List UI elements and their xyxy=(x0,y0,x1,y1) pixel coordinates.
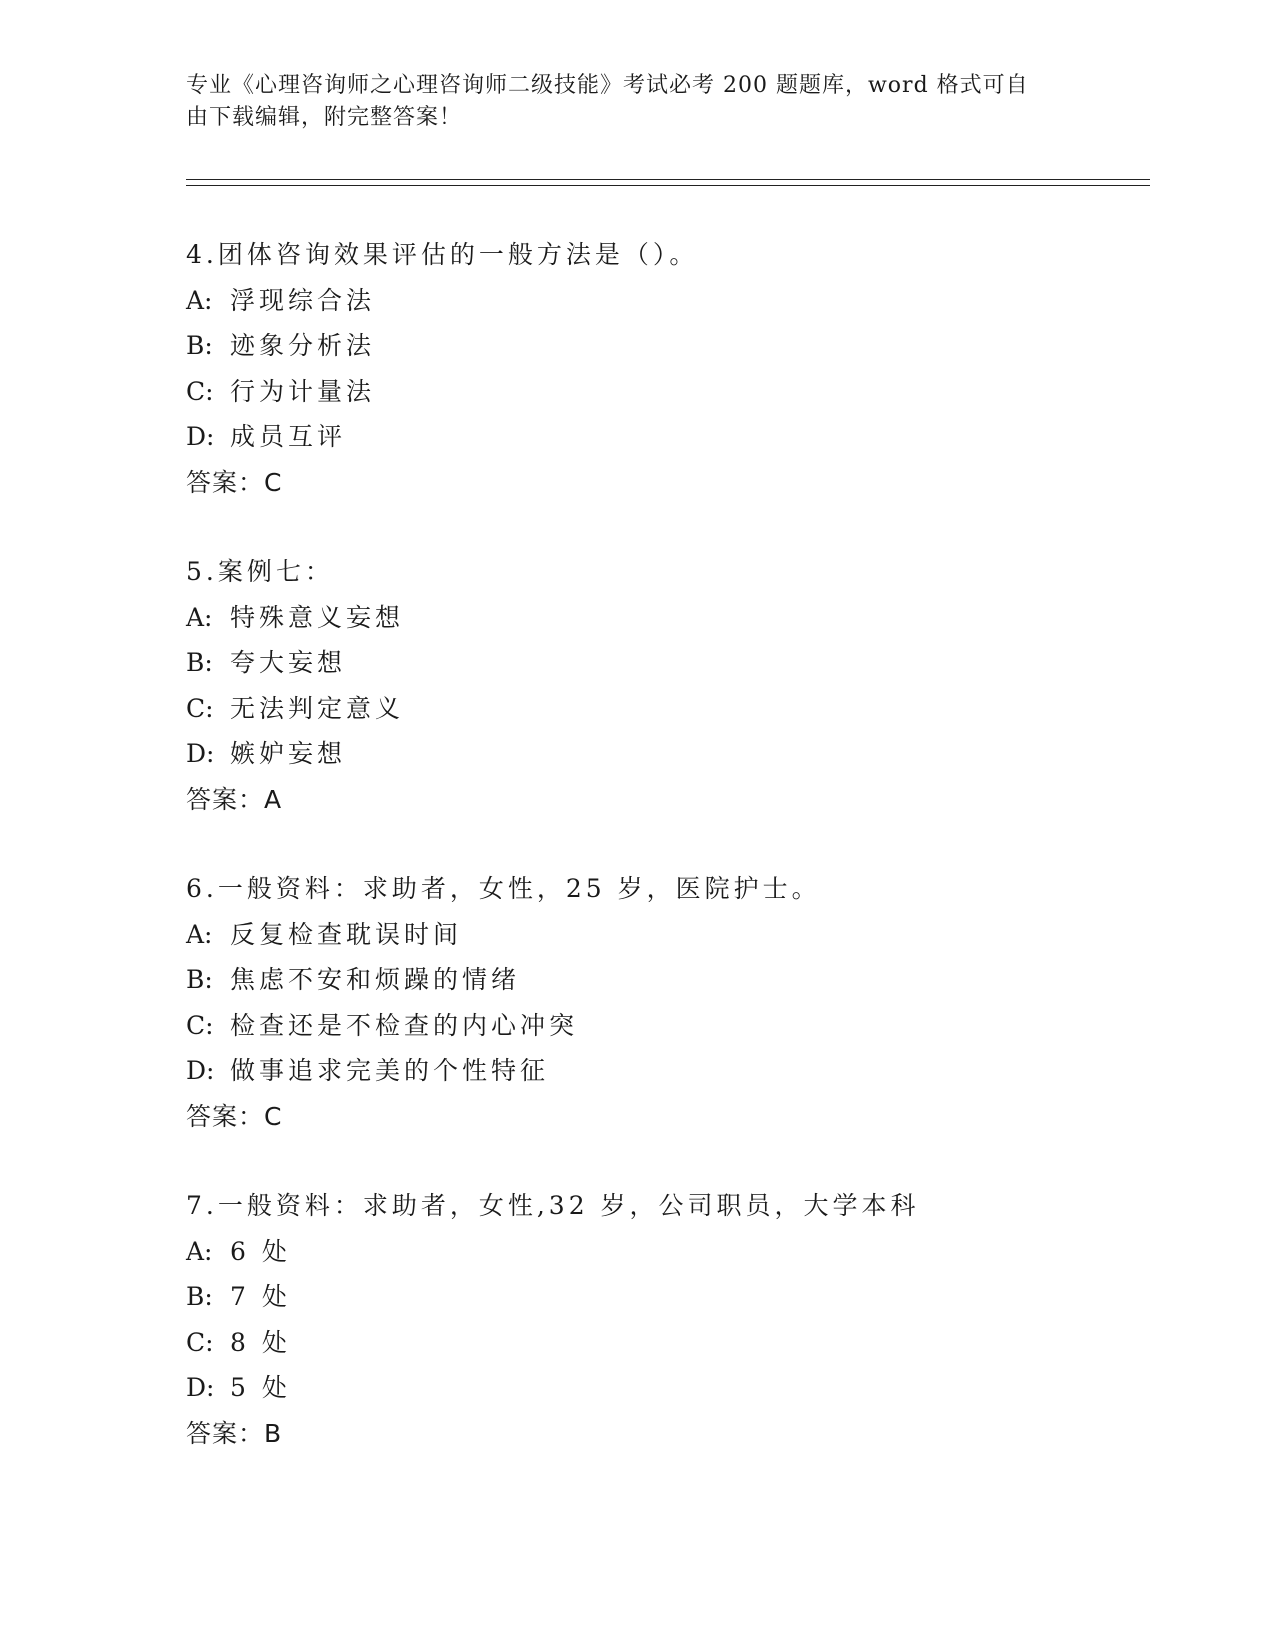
option-b xyxy=(186,323,1166,369)
question-block xyxy=(186,1183,1166,1456)
option-c xyxy=(186,1003,1166,1049)
question-block xyxy=(186,866,1166,1139)
option-text: 嫉妒妄想 xyxy=(230,739,347,768)
option-text: 6 处 xyxy=(230,1236,291,1266)
answer-line: 答案：C xyxy=(186,1101,283,1131)
option-b xyxy=(186,957,1166,1003)
option-d xyxy=(186,1365,1166,1411)
option-text: 特殊意义妄想 xyxy=(230,602,405,632)
option-b xyxy=(186,1274,1166,1320)
option-a xyxy=(186,912,1166,958)
option-d xyxy=(186,414,1166,460)
option-key: A: xyxy=(186,602,213,632)
question-stem: 7.一般资料：求助者，女性,32 岁，公司职员，大学本科 xyxy=(186,1191,920,1220)
option-b xyxy=(186,640,1166,686)
option-text: 迹象分析法 xyxy=(230,331,376,360)
option-key: B: xyxy=(186,331,213,360)
option-text: 焦虑不安和烦躁的情绪 xyxy=(230,965,521,994)
option-text: 无法判定意义 xyxy=(230,693,405,723)
option-text: 行为计量法 xyxy=(230,376,376,406)
question-stem: 5.案例七： xyxy=(186,557,334,586)
answer-line: 答案：C xyxy=(186,467,283,497)
option-d xyxy=(186,1048,1166,1094)
option-key: A: xyxy=(186,285,213,315)
answer-line: 答案：A xyxy=(186,784,283,814)
option-text: 浮现综合法 xyxy=(230,285,376,315)
option-a xyxy=(186,595,1166,641)
answer-line: 答案：B xyxy=(186,1418,283,1448)
option-key: D: xyxy=(186,1056,215,1085)
option-text: 8 处 xyxy=(230,1327,291,1357)
option-c xyxy=(186,369,1166,415)
option-key: C: xyxy=(186,376,214,406)
option-key: D: xyxy=(186,1373,215,1402)
option-c xyxy=(186,1320,1166,1366)
option-text: 检查还是不检查的内心冲突 xyxy=(230,1010,579,1040)
option-text: 5 处 xyxy=(230,1373,291,1402)
question-stem: 6.一般资料：求助者，女性，25 岁，医院护士。 xyxy=(186,874,821,903)
option-key: C: xyxy=(186,1327,214,1357)
header-divider-top xyxy=(186,179,1150,180)
option-key: A: xyxy=(186,919,213,949)
header-line-1: 专业《心理咨询师之心理咨询师二级技能》考试必考 200 题题库，word 格式可自 xyxy=(186,73,1029,98)
question-stem: 4.团体咨询效果评估的一般方法是（）。 xyxy=(186,240,699,269)
header-line-2: 由下载编辑，附完整答案！ xyxy=(186,105,463,130)
option-text: 夸大妄想 xyxy=(230,648,347,677)
question-block xyxy=(186,232,1166,505)
option-key: D: xyxy=(186,739,215,768)
option-d xyxy=(186,731,1166,777)
option-key: B: xyxy=(186,965,213,994)
option-key: C: xyxy=(186,693,214,723)
option-key: C: xyxy=(186,1010,214,1040)
option-text: 成员互评 xyxy=(230,422,347,451)
option-c xyxy=(186,686,1166,732)
option-key: B: xyxy=(186,648,213,677)
option-key: B: xyxy=(186,1282,213,1311)
option-text: 做事追求完美的个性特征 xyxy=(230,1056,550,1085)
option-key: A: xyxy=(186,1236,213,1266)
header-divider-bottom xyxy=(186,185,1150,186)
document-header xyxy=(186,70,1066,134)
option-a xyxy=(186,1229,1166,1275)
question-block xyxy=(186,549,1166,822)
option-key: D: xyxy=(186,422,215,451)
option-text: 7 处 xyxy=(230,1282,291,1311)
option-text: 反复检查耽误时间 xyxy=(230,919,463,949)
option-a xyxy=(186,278,1166,324)
